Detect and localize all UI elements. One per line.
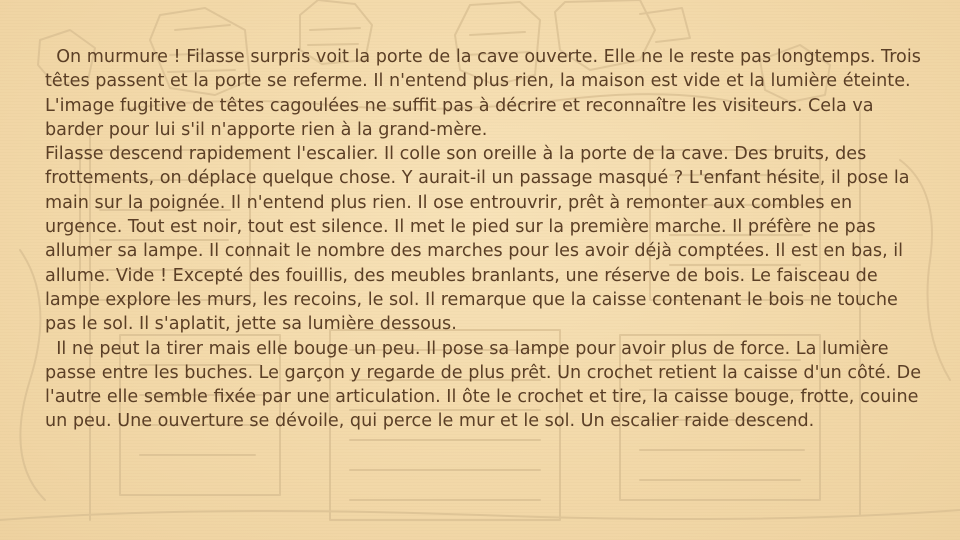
paragraph-3: Il ne peut la tirer mais elle bouge un peu. Il pose sa lampe pour avoir plus de force. La lumière passe entre les buches. Le garçon y regarde de plus prêt. Un crochet retient la caisse d'un côté. De l'autre elle semble fixée par une articulation. Il ôte le crochet et tire, la caisse bouge, frotte, couine un peu. Une ouverture se dévoile, qui perce le mur et le sol. Un escalier raide descend. [45, 338, 927, 432]
story-text [45, 45, 925, 434]
paragraph-2: Filasse descend rapidement l'escalier. Il colle son oreille à la porte de la cave. Des bruits, des frottements, on déplace quelque chose. Y aurait-il un passage masqué ? L'enfant hésite, il pose la main sur la poignée. Il n'entend plus rien. Il ose entrouvrir, prêt à remonter aux combles en urgence. Tout est noir, tout est silence. Il met le pied sur la première marche. Il préfère ne pas allumer sa lampe. Il connait le nombre des marches pour les avoir déjà comptées. Il est en bas, il allume. Vide ! Excepté des fouillis, des meubles branlants, une réserve de bois. Le faisceau de lampe explore les murs, les recoins, le sol. Il remarque que la caisse contenant le bois ne touche pas le sol. Il s'aplatit, jette sa lumière dessous. [45, 144, 916, 335]
paragraph-1: On murmure ! Filasse surpris voit la porte de la cave ouverte. Elle ne le reste pas longtemps. Trois têtes passent et la porte se referme. Il n'entend plus rien, la maison est vide et la lumière éteinte. L'image fugitive de têtes cagoulées ne suffit pas à décrire et reconnaître les visiteurs. Cela va barder pour lui s'il n'apporte rien à la grand-mère. [45, 47, 927, 140]
